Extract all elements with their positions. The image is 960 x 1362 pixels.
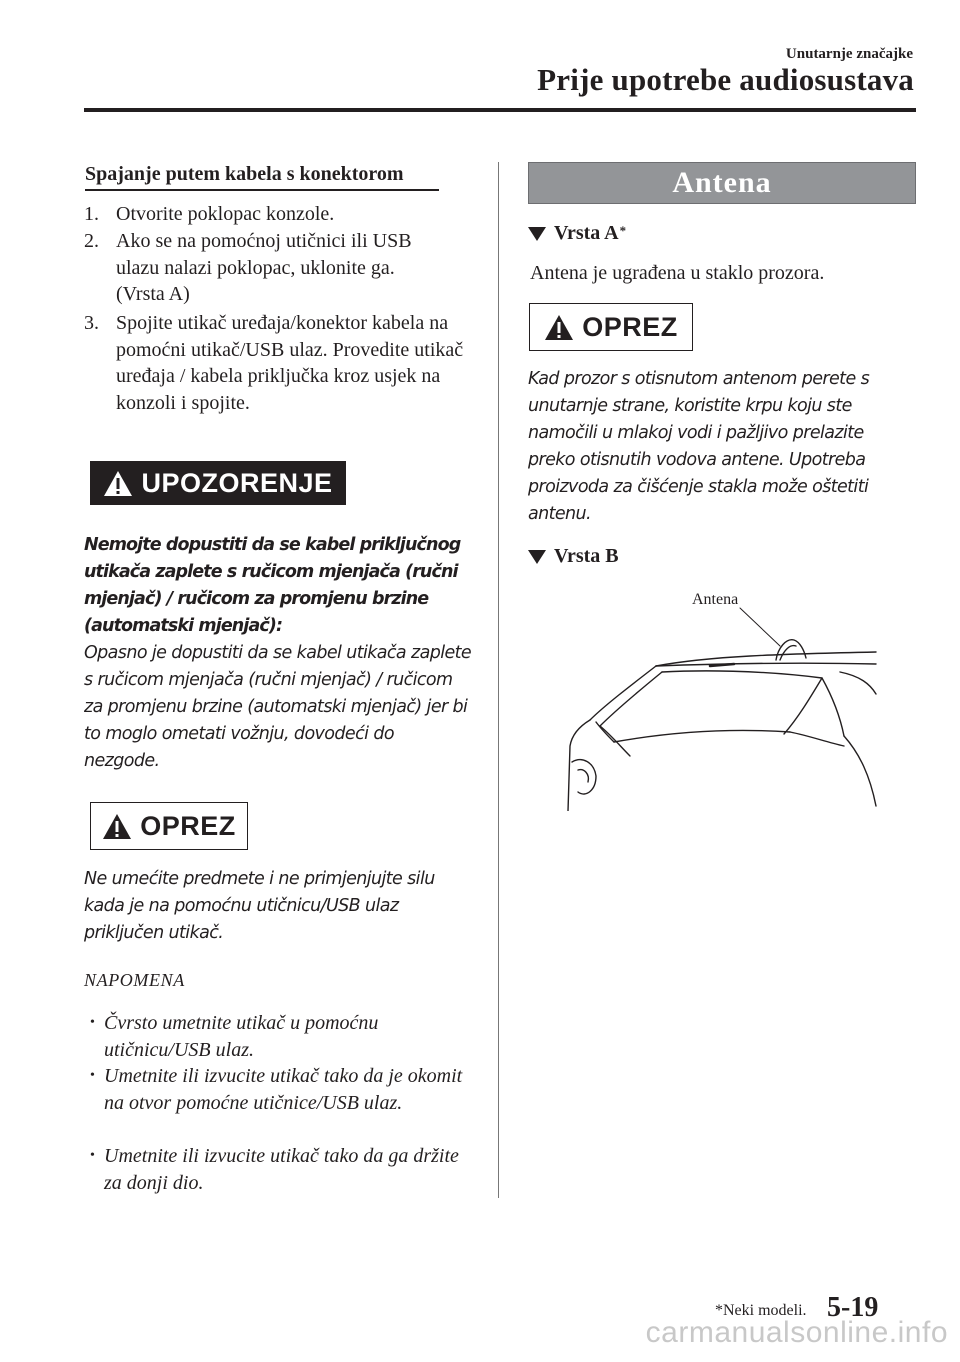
note-item (90, 1143, 480, 1196)
antenna-banner: Antena (528, 162, 916, 204)
step-3 (84, 310, 474, 416)
type-a-heading (528, 222, 626, 245)
note-item-text: Čvrsto umetnite utikač u pomoćnu utičnicu/USB ulaz. (104, 1012, 379, 1061)
header-rule (84, 108, 916, 112)
footnote: *Neki modeli. (715, 1302, 807, 1319)
warning-label: UPOZORENJE (141, 467, 333, 498)
figure-label: Antena (692, 591, 739, 608)
watermark: carmanualsonline.info (645, 1316, 948, 1349)
step-number: 3. (84, 312, 99, 334)
type-a-label: Vrsta A (554, 222, 619, 244)
step-2 (84, 228, 474, 308)
bullet: • (90, 1015, 95, 1030)
warning-badge (90, 461, 346, 505)
note-item (90, 1063, 480, 1116)
type-b-label: Vrsta B (554, 545, 619, 567)
section-heading: Spajanje putem kabela s konektorom (85, 163, 439, 191)
type-b-heading (528, 545, 619, 568)
step-text: Spojite utikač uređaja/konektor kabela na pomoćni utikač/USB ulaz. Provedite utikač uređaja / kabela priključka kroz usjek na konzoli i spojite. (116, 312, 464, 414)
step-text: Otvorite poklopac konzole. (116, 203, 335, 225)
note-item-text: Umetnite ili izvucite utikač tako da je okomit na otvor pomoćne utičnice/USB ulaz. (104, 1065, 463, 1114)
step-number: 2. (84, 230, 99, 252)
bullet: • (90, 1148, 95, 1163)
bullet: • (90, 1068, 95, 1083)
caution-text: Ne umećite predmete i ne primjenjujte silu kada je na pomoćnu utičnicu/USB ulaz priključen utikač. (84, 869, 435, 943)
warning-text: Opasno je dopustiti da se kabel utikača zaplete s ručicom mjenjača (ručni mjenjač) / ručicom za promjenu brzine (automatski mjenjač) jer bi to moglo ometati vožnju, dovodeći do nezgode. (84, 643, 472, 771)
triangle-marker-icon (528, 227, 546, 241)
warning-bold-text: Nemojte dopustiti da se kabel priključnog utikača zaplete s ručicom mjenjača (ručni mjenjač) / ručicom za promjenu brzine (automatski mjenjač): (84, 535, 461, 636)
warning-icon (103, 470, 133, 497)
type-a-text: Antena je ugrađena u staklo prozora. (530, 262, 825, 284)
note-item-text: Umetnite ili izvucite utikač tako da ga držite za donji dio. (104, 1145, 459, 1194)
caution-badge-right (529, 303, 693, 351)
caution-label: OPREZ (582, 311, 678, 342)
car-rear-antenna-illustration (560, 586, 880, 811)
caution-icon (544, 314, 574, 341)
column-divider (498, 162, 499, 1198)
caution-badge (90, 802, 248, 850)
triangle-marker-icon (528, 550, 546, 564)
step-number: 1. (84, 203, 99, 225)
header-section: Unutarnje značajke (785, 46, 913, 62)
step-1 (84, 201, 474, 228)
footnote-marker: * (619, 222, 627, 238)
page-title: Prije upotrebe audiosustava (537, 62, 914, 97)
caution-text-right: Kad prozor s otisnutom antenom perete s unutarnje strane, koristite krpu koju ste namočili u mlakoj vodi i pažljivo prelazite preko otisnutih vodova antene. Upotreba proizvoda za čišćenje stakla može oštetiti antenu. (528, 369, 870, 524)
caution-label: OPREZ (140, 810, 236, 841)
caution-icon (102, 813, 132, 840)
page-number: 5-19 (827, 1292, 879, 1323)
note-heading: NAPOMENA (84, 970, 185, 990)
note-item (90, 1010, 480, 1063)
step-text: Ako se na pomoćnoj utičnici ili USB ulazu nalazi poklopac, uklonite ga. (Vrsta A) (116, 230, 412, 305)
